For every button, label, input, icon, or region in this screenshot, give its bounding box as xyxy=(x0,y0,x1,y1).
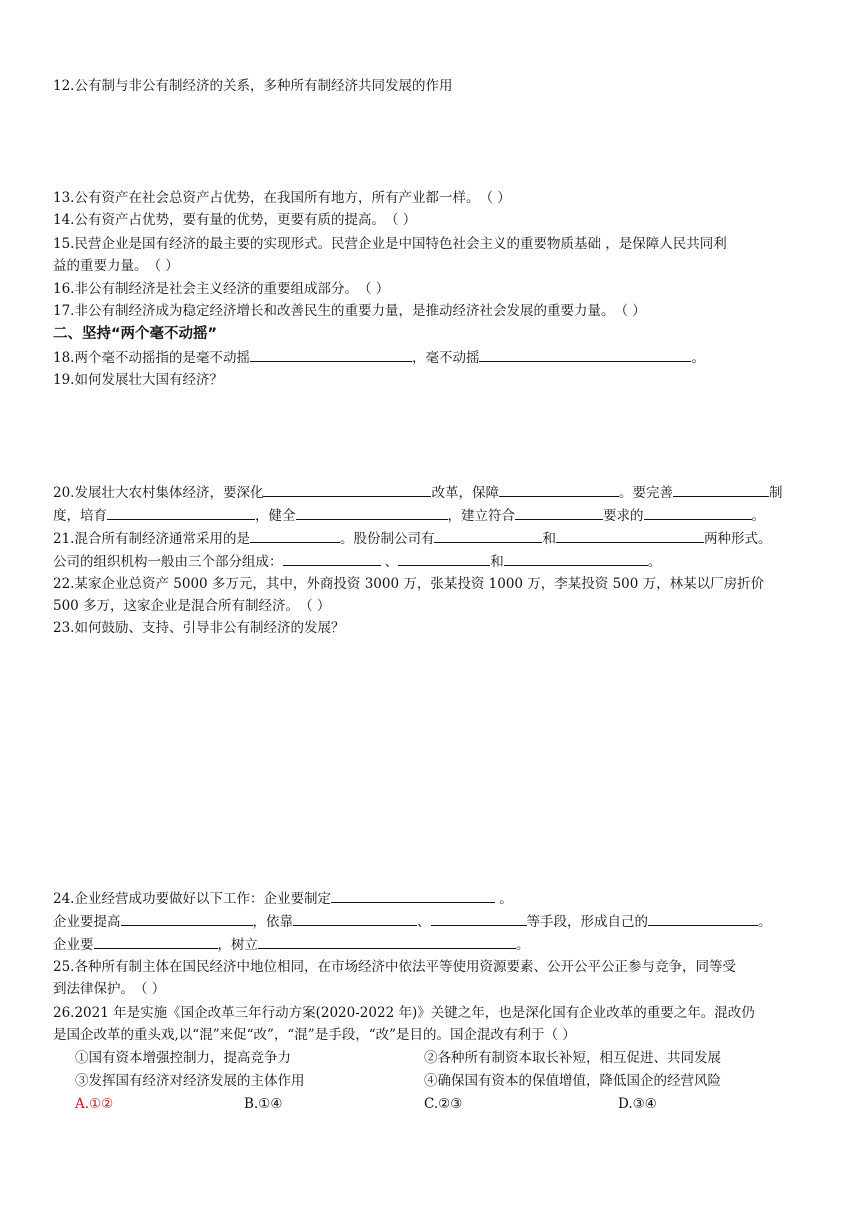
fill-blank[interactable] xyxy=(398,551,490,566)
question-26-line-2: 是国企改革的重头戏,以“混”来促“改”，“混”是手段，“改”是目的。国企混改有利于（ ） xyxy=(53,1027,576,1043)
fill-blank[interactable] xyxy=(293,911,417,926)
answer-paren[interactable]: （ ） xyxy=(147,258,179,274)
answer-paren[interactable]: （ ） xyxy=(299,598,331,614)
fill-blank[interactable] xyxy=(121,911,253,926)
fill-blank[interactable] xyxy=(283,551,381,566)
question-15-line-1: 15.民营企业是国有经济的最主要的实现形式。民营企业是中国特色社会主义的重要物质基础 ，是保障人民共同利 xyxy=(53,236,727,252)
answer-paren[interactable]: （ ） xyxy=(134,981,166,997)
fill-blank[interactable] xyxy=(107,505,255,520)
fill-blank[interactable] xyxy=(296,505,448,520)
fill-blank[interactable] xyxy=(515,505,603,520)
question-22-line-2: 500 多万，这家企业是混合所有制经济。（ ） xyxy=(53,598,331,614)
question-23: 23.如何鼓励、支持、引导非公有制经济的发展？ xyxy=(53,620,345,636)
fill-blank[interactable] xyxy=(250,347,412,362)
fill-blank[interactable] xyxy=(673,482,769,497)
fill-blank[interactable] xyxy=(263,482,431,497)
question-15-line-2: 益的重要力量。（ ） xyxy=(53,258,179,274)
fill-blank[interactable] xyxy=(258,934,516,949)
question-22-line-1: 22.某家企业总资产 5000 多万元，其中，外商投资 3000 万，张某投资 1000 万，李某投资 500 万，林某以厂房折价 xyxy=(53,576,765,592)
fill-blank[interactable] xyxy=(431,911,527,926)
answer-paren[interactable]: （ ） xyxy=(357,281,390,297)
question-25-line-2: 到法律保护。（ ） xyxy=(53,981,166,997)
answer-paren[interactable]: （ ） xyxy=(384,212,417,228)
statement-2: ②各种所有制资本取长补短，相互促进、共同发展 xyxy=(424,1050,721,1066)
fill-blank[interactable] xyxy=(479,347,691,362)
question-26-line-1: 26.2021 年是实施《国企改革三年行动方案(2020-2022 年)》关键之年，也是深化国有企业改革的重要之年。混改仍 xyxy=(53,1005,755,1021)
fill-blank[interactable] xyxy=(331,888,495,903)
question-20-line-2: 度，培育 ，健全 ，建立符合 要求的 。 xyxy=(53,505,765,526)
option-a[interactable]: A.①② xyxy=(75,1096,114,1112)
answer-paren[interactable]: （ ） xyxy=(614,303,646,319)
question-21-line-1: 21.混合所有制经济通常采用的是 。股份制公司有 和 两种形式。 xyxy=(53,528,771,549)
question-24-line-2: 企业要提高 ，依靠 、 等手段，形成自己的 。 xyxy=(53,911,772,932)
question-16: 16.非公有制经济是社会主义经济的重要组成部分。（ ） xyxy=(53,281,390,297)
question-18: 18.两个毫不动摇指的是毫不动摇 ，毫不动摇 。 xyxy=(53,347,705,368)
fill-blank[interactable] xyxy=(556,528,704,543)
option-c[interactable]: C.②③ xyxy=(424,1096,463,1112)
question-13: 13.公有资产在社会总资产占优势，在我国所有地方，所有产业都一样。（ ） xyxy=(53,190,511,206)
question-19: 19.如何发展壮大国有经济？ xyxy=(53,372,223,388)
question-14: 14.公有资产占优势，要有量的优势，更要有质的提高。（ ） xyxy=(53,212,417,228)
answer-paren[interactable]: （ ） xyxy=(479,190,511,206)
fill-blank[interactable] xyxy=(504,551,648,566)
fill-blank[interactable] xyxy=(434,528,542,543)
fill-blank[interactable] xyxy=(94,934,218,949)
question-24-line-1: 24.企业经营成功要做好以下工作：企业要制定 。 xyxy=(53,888,513,909)
option-b[interactable]: B.①④ xyxy=(244,1096,283,1112)
question-21-line-2: 公司的组织机构一般由三个部分组成： 、 和 。 xyxy=(53,551,661,572)
statement-3: ③发挥国有经济对经济发展的主体作用 xyxy=(75,1073,305,1089)
fill-blank[interactable] xyxy=(644,505,752,520)
statement-1: ①国有资本增强控制力，提高竞争力 xyxy=(75,1050,291,1066)
fill-blank[interactable] xyxy=(250,528,340,543)
statement-4: ④确保国有资本的保值增值，降低国企的经营风险 xyxy=(424,1073,721,1089)
question-12: 12.公有制与非公有制经济的关系，多种所有制经济共同发展的作用 xyxy=(53,78,453,94)
question-20-line-1: 20.发展壮大农村集体经济，要深化 改革，保障 。要完善 制 xyxy=(53,482,782,503)
option-d[interactable]: D.③④ xyxy=(618,1096,657,1112)
question-24-line-3: 企业要 ，树立 。 xyxy=(53,934,530,955)
question-25-line-1: 25.各种所有制主体在国民经济中地位相同，在市场经济中依法平等使用资源要素、公开公平公正参与竞争，同等受 xyxy=(53,959,736,975)
answer-paren[interactable]: （ ） xyxy=(544,1027,576,1043)
fill-blank[interactable] xyxy=(648,911,758,926)
fill-blank[interactable] xyxy=(499,482,619,497)
question-17: 17.非公有制经济成为稳定经济增长和改善民生的重要力量，是推动经济社会发展的重要力量。（ ） xyxy=(53,303,646,319)
section-heading: 二、坚持“两个毫不动摇” xyxy=(53,326,218,342)
